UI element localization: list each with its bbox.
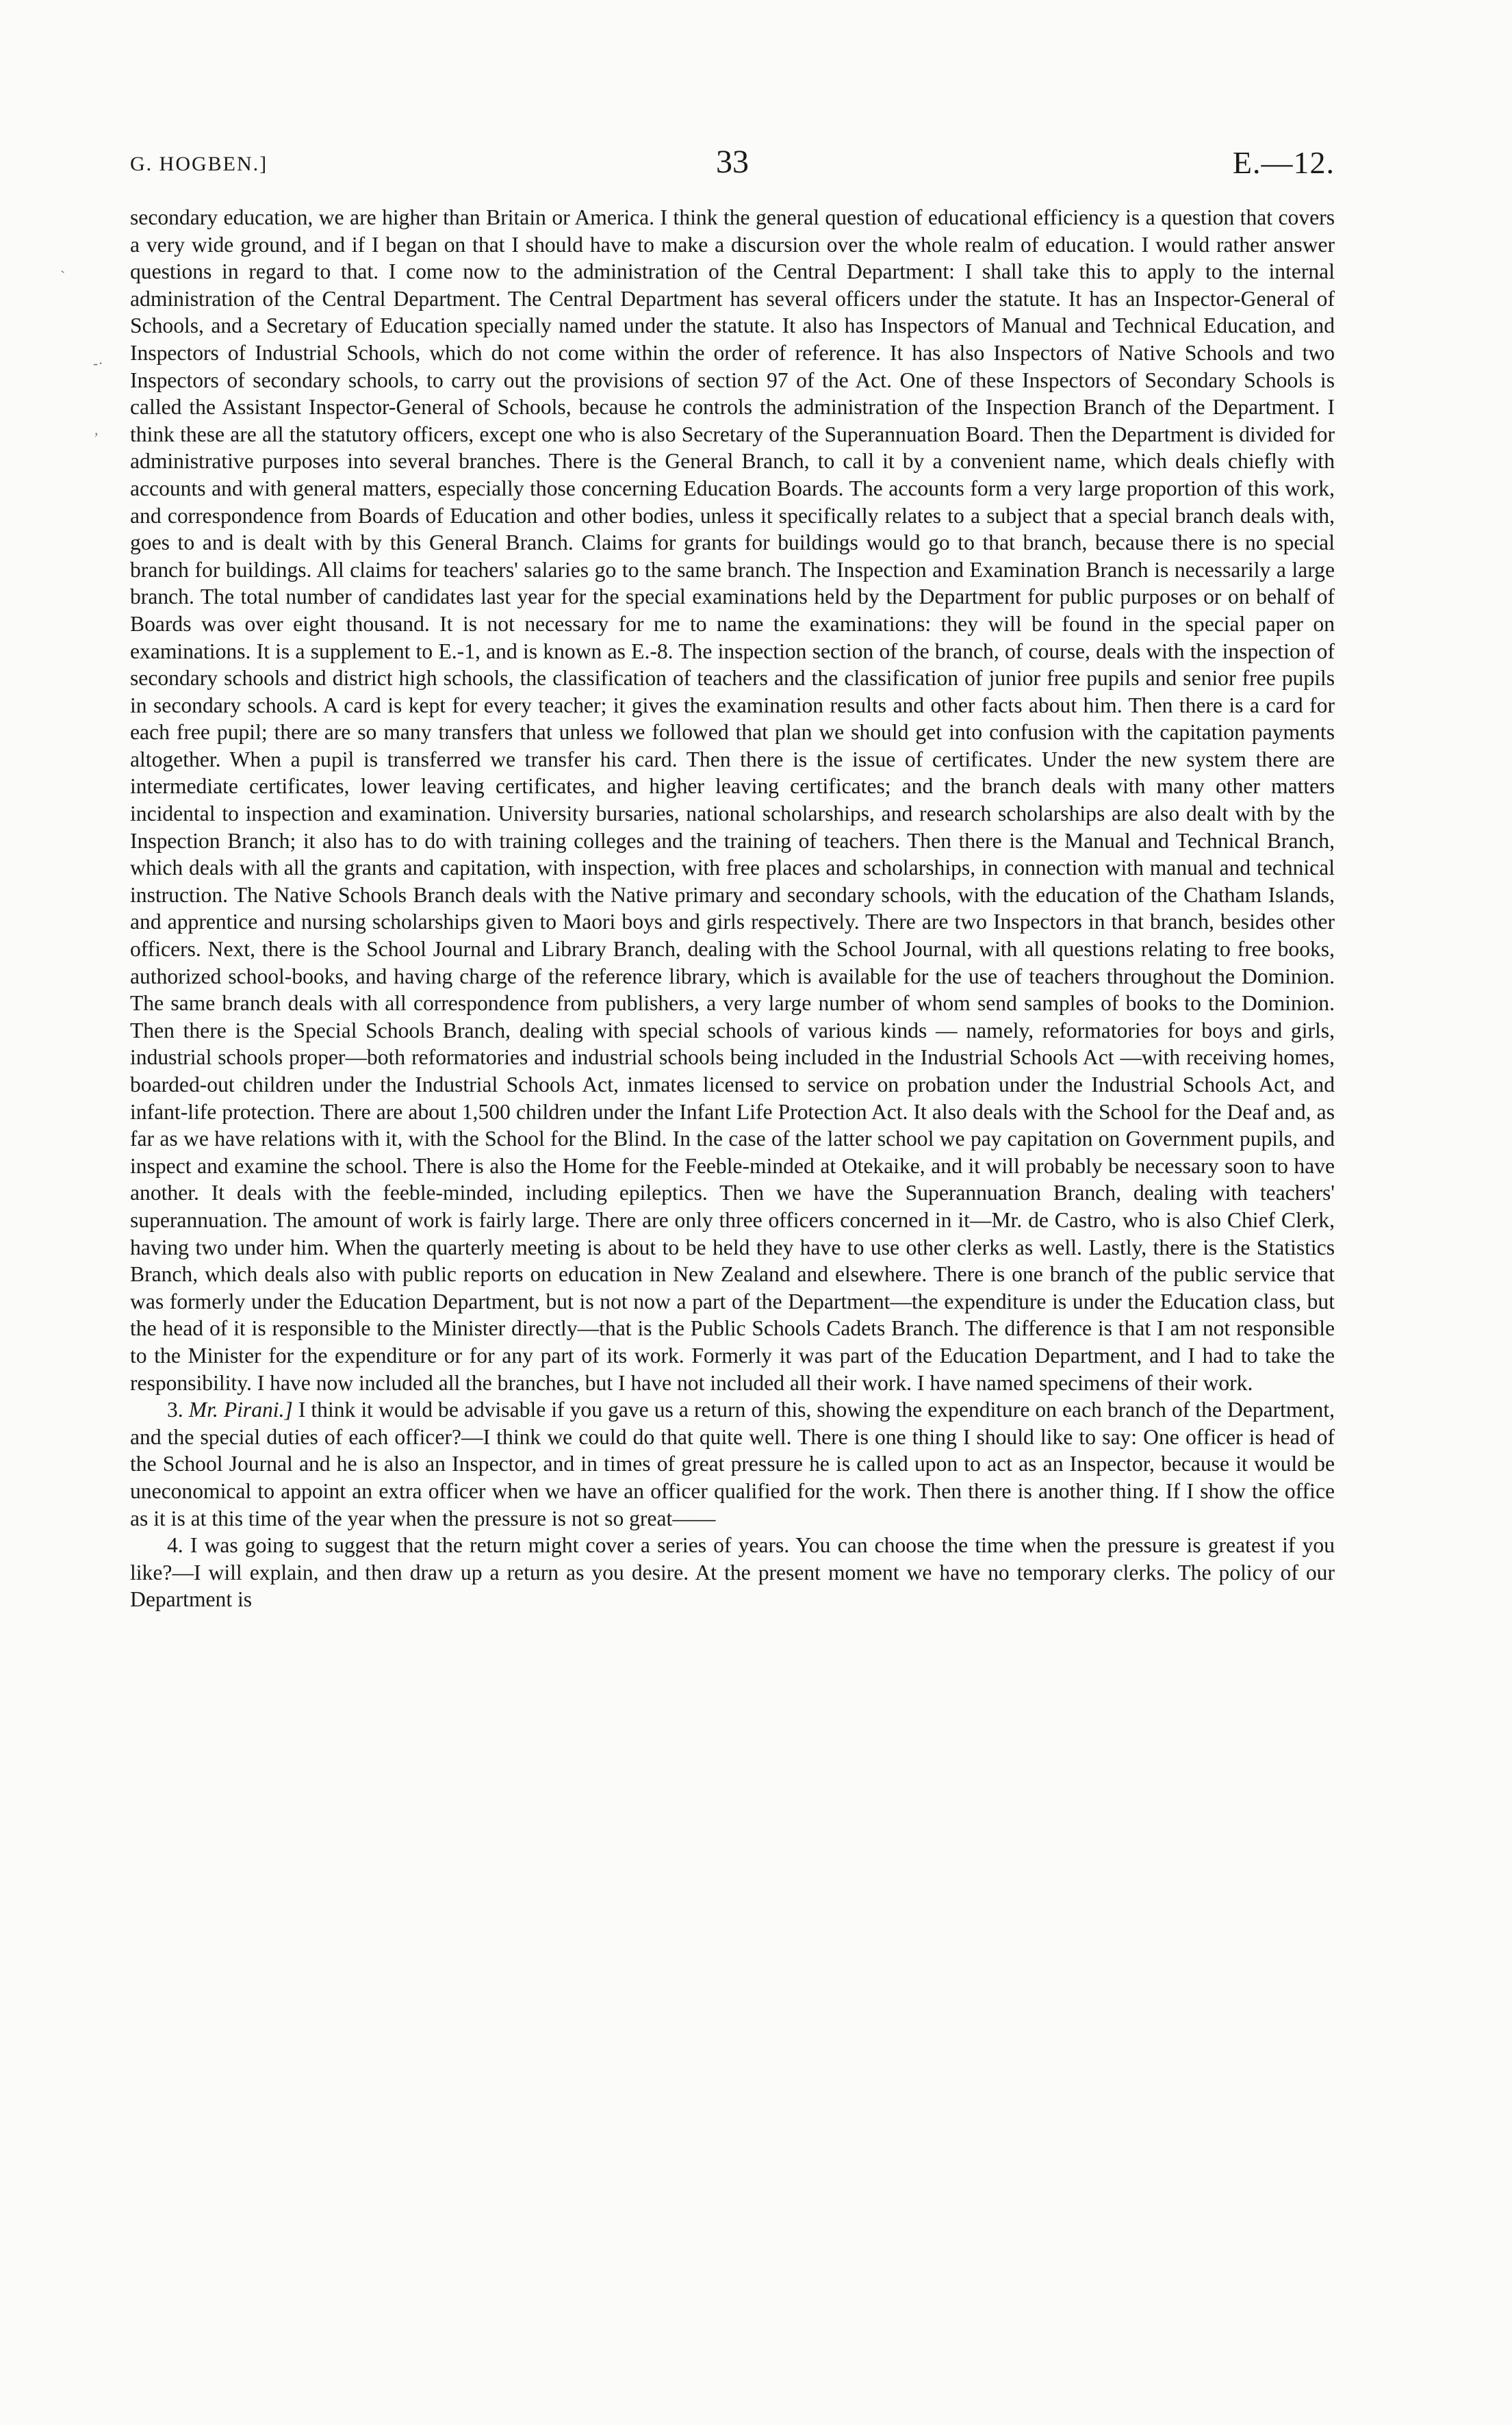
speaker-name: Mr. Pirani.] [188,1398,293,1422]
paragraph-text: secondary education, we are higher than Britain or America. I think the general question of educational efficiency is a question that covers a very wide ground, and if I began on that I should have to make a discursion over the whole realm of education. I would rather answer questions in regard to that. I come now to the administration of the Central Department: I shall take this to apply to the internal administration of the Central Department. The Central Department has several officers under the statute. It has an Inspector-General of Schools, and a Secretary of Education specially named under the statute. It also has Inspectors of Manual and Technical Education, and Inspectors of Industrial Schools, which do not come within the order of reference. It has also Inspectors of Native Schools and two Inspectors of secondary schools, to carry out the provisions of section 97 of the Act. One of these Inspectors of Secondary Schools is called the Assistant Inspector-General of Schools, because he controls the administration of the Inspection Branch of the Department. I think these are all the statutory officers, except one who is also Secretary of the Superannuation Board. Then the Department is divided for administrative purposes into several branches. There is the General Branch, to call it by a convenient name, which deals chiefly with accounts and with general matters, especially those concerning Education Boards. The accounts form a very large proportion of this work, and correspondence from Boards of Education and other bodies, unless it specifically relates to a subject that a special branch deals with, goes to and is dealt with by this General Branch. Claims for grants for buildings would go to that branch, because there is no special branch for buildings. All claims for teachers' salaries go to the same branch. The Inspection and Examination Branch is necessarily a large branch. The total number of candidates last year for the special examinations held by the Department for public purposes or on behalf of Boards was over eight thousand. It is not necessary for me to name the examinations: they will be found in the special paper on examinations. It is a supplement to E.-1, and is known as E.-8. The inspection section of the branch, of course, deals with the inspection of secondary schools and district high schools, the classification of teachers and the classification of junior free pupils and senior free pupils in secondary schools. A card is kept for every teacher; it gives the examination results and other facts about him. Then there is a card for each free pupil; there are so many transfers that unless we followed that plan we should get into confusion with the capitation payments altogether. When a pupil is transferred we transfer his card. Then there is the issue of certificates. Under the new system there are intermediate certificates, lower leaving certificates, and higher leaving certificates; and the branch deals with many other matters incidental to inspection and examination. University bursaries, national scholarships, and research scholarships are also dealt with by the Inspection Branch; it also has to do with training colleges and the training of teachers. Then there is the Manual and Technical Branch, which deals with all the grants and capitation, with inspection, with free places and scholarships, in connection with manual and technical instruction. The Native Schools Branch deals with the Native primary and secondary schools, with the education of the Chatham Islands, and apprentice and nursing scholarships given to Maori boys and girls respectively. There are two Inspectors in that branch, besides other officers. Next, there is the School Journal and Library Branch, dealing with the School Journal, with all questions relating to free books, authorized school-books, and having charge of the reference library, which is available for the use of teachers throughout the Dominion. The same branch deals with all correspondence from publishers, a very large number of whom send samples of books to the Dominion. Then there is the Special Schools Branch, dealing with special schools of various kinds — namely, reformatories for boys and girls, industrial schools proper—both reformatories and industrial schools being included in the Industrial Schools Act —with receiving homes, boarded-out children under the Industrial Schools Act, inmates licensed to service on probation under the Industrial Schools Act, and infant-life protection. There are about 1,500 children under the Infant Life Protection Act. It also deals with the School for the Deaf and, as far as we have relations with it, with the School for the Blind. In the case of the latter school we pay capitation on Government pupils, and inspect and examine the school. There is also the Home for the Feeble-minded at Otekaike, and it will probably be necessary soon to have another. It deals with the feeble-minded, including epileptics. Then we have the Superannuation Branch, dealing with teachers' superannuation. The amount of work is fairly large. There are only three officers concerned in it—Mr. de Castro, who is also Chief Clerk, having two under him. When the quarterly meeting is about to be held they have to use other clerks as well. Lastly, there is the Statistics Branch, which deals also with public reports on education in New Zealand and elsewhere. There is one branch of the public service that was formerly under the Education Department, but is not now a part of the Department—the expenditure is under the Education class, but the head of it is responsible to the Minister directly—that is the Public Schools Cadets Branch. The difference is that I am not responsible to the Minister for the expenditure or for any part of its work. Formerly it was part of the Education Department, and I had to take the responsibility. I have now included all the branches, but I have not included all their work. I have named specimens of their work. [130,205,1335,1395]
paragraph-text: I think it would be advisable if you gave us a return of this, showing the expenditure on each branch of the Department, and the special duties of each officer?—I think we could do that quite well. There is one thing I should like to say: One officer is head of the School Journal and he is also an Inspector, and in times of great pressure he is called upon to act as an Inspector, because it would be uneconomical to appoint an extra officer when we have an officer qualified for the work. Then there is another thing. If I show the office as it is at this time of the year when the pressure is not so great—— [130,1398,1335,1530]
paper-reference: E.—12. [1232,145,1335,180]
paragraph-text: I was going to suggest that the return might cover a series of years. You can choose the time when the pressure is greatest if you like?—I will explain, and then draw up a return as you desire. At the present moment we have no temporary clerks. The policy of our Department is [130,1533,1335,1612]
margin-tick-mark: -· [93,355,103,372]
paragraph-question-3 [130,1396,1335,1532]
paragraph-question-4 [130,1532,1335,1613]
running-header [130,140,1335,188]
question-number: 4. [167,1533,183,1558]
margin-tick-mark: , [94,421,99,438]
paragraph-testimony-main [130,204,1335,1396]
document-body [130,204,1335,1613]
page-number: 33 [716,144,749,180]
question-number: 3. [167,1398,183,1422]
header-witness-name: G. HOGBEN.] [130,153,268,175]
margin-tick-mark: ˏ [60,256,66,273]
